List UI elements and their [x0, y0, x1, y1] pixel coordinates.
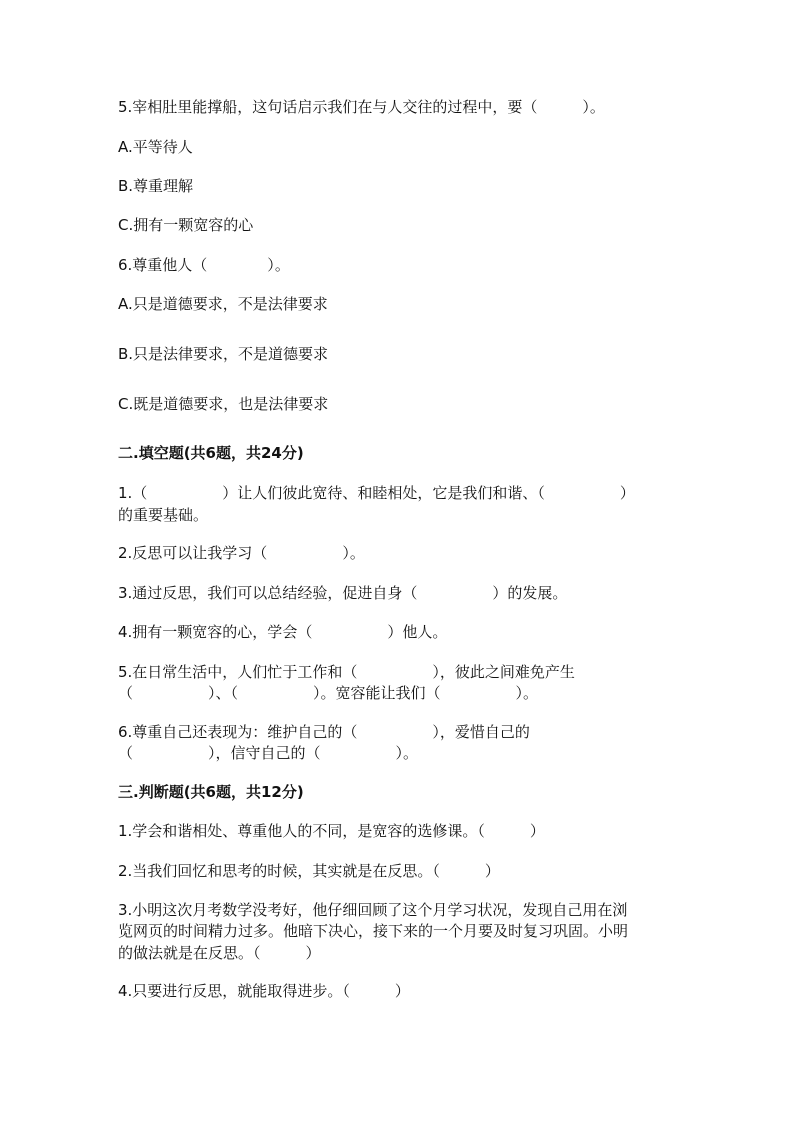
fill-item-6-line-2: （ ），信守自己的（ ）。 [118, 744, 419, 762]
judge-item-4: 4.只要进行反思，就能取得进步。（ ） [118, 982, 410, 1000]
question-6-text: 6.尊重他人（ ）。 [118, 256, 290, 274]
question-6-option-a: A.只是道德要求，不是法律要求 [118, 295, 328, 313]
judge-item-3-line-1: 3.小明这次月考数学没考好，他仔细回顾了这个月学习状况，发现自己用在浏 [118, 901, 628, 919]
question-6-option-b: B.只是法律要求，不是道德要求 [118, 345, 329, 363]
fill-item-5-line-2: （ ）、（ ）。宽容能让我们（ ）。 [118, 684, 539, 702]
fill-item-6-line-1: 6.尊重自己还表现为：维护自己的（ ），爱惜自己的 [118, 723, 530, 741]
question-5-option-a: A.平等待人 [118, 138, 193, 156]
section-2-heading: 二.填空题(共6题，共24分) [118, 444, 304, 462]
judge-item-3-line-3: 的做法就是在反思。（ ） [118, 944, 321, 962]
judge-item-2: 2.当我们回忆和思考的时候，其实就是在反思。（ ） [118, 862, 500, 880]
section-3-heading: 三.判断题(共6题，共12分) [118, 783, 304, 801]
question-5-option-c: C.拥有一颗宽容的心 [118, 216, 254, 234]
question-5-text: 5.宰相肚里能撑船，这句话启示我们在与人交往的过程中，要（ ）。 [118, 98, 605, 116]
fill-item-1-line-1: 1.（ ）让人们彼此宽待、和睦相处，它是我们和谐、（ ） [118, 484, 635, 502]
fill-item-1-line-2: 的重要基础。 [118, 506, 209, 524]
judge-item-1: 1.学会和谐相处、尊重他人的不同，是宽容的选修课。（ ） [118, 822, 545, 840]
question-6-option-c: C.既是道德要求，也是法律要求 [118, 395, 329, 413]
fill-item-4: 4.拥有一颗宽容的心，学会（ ）他人。 [118, 623, 448, 641]
fill-item-2: 2.反思可以让我学习（ ）。 [118, 544, 365, 562]
question-5-option-b: B.尊重理解 [118, 177, 194, 195]
judge-item-3-line-2: 览网页的时间精力过多。他暗下决心，接下来的一个月要及时复习巩固。小明 [118, 922, 629, 940]
fill-item-5-line-1: 5.在日常生活中，人们忙于工作和（ ），彼此之间难免产生 [118, 663, 575, 681]
fill-item-3: 3.通过反思，我们可以总结经验，促进自身（ ）的发展。 [118, 584, 568, 602]
